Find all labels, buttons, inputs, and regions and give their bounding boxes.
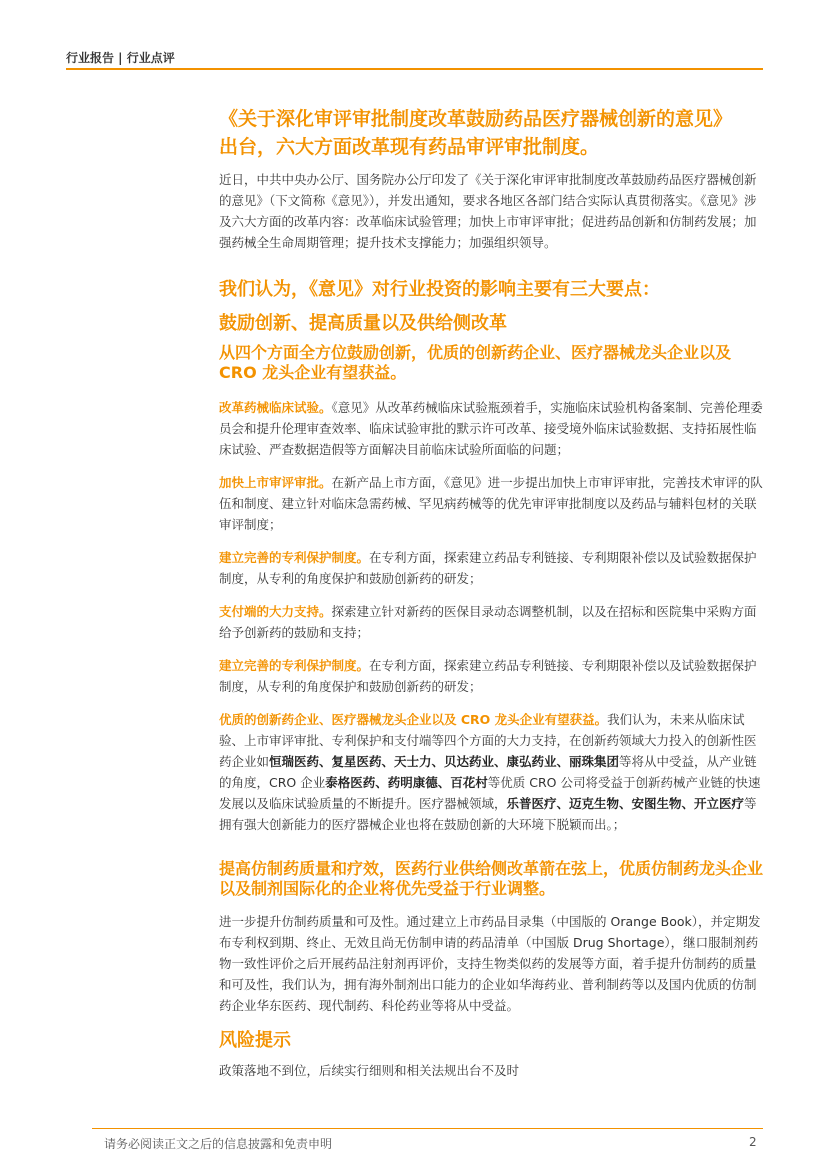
- lead-patent-protection: 建立完善的专利保护制度。: [219, 550, 370, 565]
- page-number: 2: [749, 1135, 757, 1149]
- footer-disclaimer: 请务必阅读正文之后的信息披露和免责申明: [104, 1137, 333, 1151]
- lead-patent-protection-2: 建立完善的专利保护制度。: [219, 658, 370, 673]
- beneficiaries-text-g: 等拥有强大创新能力的医疗器械企业也将在鼓励创新的大环境下脱颖而出。；: [219, 796, 757, 832]
- section2-title: [219, 277, 764, 337]
- section1-title-line2: 出台，六大方面改革现有药品审评审批制度。: [219, 136, 600, 158]
- lead-payment-support: 支付端的大力支持。: [219, 604, 332, 619]
- paragraph-patent-protection: [219, 547, 764, 589]
- paragraph-fast-review: [219, 472, 764, 535]
- body-payment-support: 探索建立针对新药的医保目录动态调整机制，以及在招标和医院集中采购方面给予创新药的鼓励和支持；: [219, 604, 757, 640]
- footer-rule: [92, 1128, 763, 1129]
- lead-beneficiaries: 优质的创新药企业、医疗器械龙头企业以及 CRO 龙头企业有望获益。: [219, 712, 608, 727]
- risk-title: 风险提示: [219, 1030, 291, 1051]
- section1-title: [219, 105, 764, 161]
- section3-body: 进一步提升仿制药质量和可及性。通过建立上市药品目录集（中国版的 Orange Book），并定期发布专利权到期、终止、无效且尚无仿制申请的药品清单（中国版 Drug Shortage），继口服制剂药物一致性评价之后开展药品注射剂再评价，支持生物类似药的发展等方面，着手提升仿制药的质量和可及性，我们认为，拥有海外制剂出口能力的企业如华海药业、普利制药等以及国内优质的仿制药企业华东医药、现代制药、科伦药业等将从中受益。: [219, 914, 761, 1013]
- body-clinical-trials: 《意见》从改革药械临床试验瓶颈着手，实施临床试验机构备案制、完善伦理委员会和提升伦理审查效率、临床试验审批的默示许可改革、接受境外临床试验数据、支持拓展性临床试验、严查数据造假等方面解决目前临床试验所面临的问题；: [219, 400, 763, 457]
- body-fast-review: 在新产品上市方面，《意见》进一步提出加快上市审评审批，完善技术审评的队伍和制度、建立针对临床急需药械、罕见病药械等的优先审评审批制度以及药品与辅料包材的关联审评制度；: [219, 475, 763, 532]
- beneficiaries-text-e: 等优质 CRO 公司将受益于创新药械产业链的快速发展以及临床试验质量的不断提升。医疗器械领域，: [219, 775, 761, 811]
- section3-subheading: 提高仿制药质量和疗效，医药行业供给侧改革箭在弦上，优质仿制药龙头企业以及制剂国际化的企业将优先受益于行业调整。: [219, 859, 764, 898]
- innovative-companies: 恒瑞医药、复星医药、天士力、贝达药业、康弘药业、丽珠集团: [269, 754, 620, 769]
- section2-title-line2: 鼓励创新、提高质量以及供给侧改革: [219, 313, 507, 334]
- section1-title-line1: 《关于深化审评审批制度改革鼓励药品医疗器械创新的意见》: [219, 108, 733, 130]
- page-header: 行业报告 | 行业点评: [66, 51, 175, 65]
- lead-clinical-trials: 改革药械临床试验。: [219, 400, 332, 415]
- beneficiaries-text-c: 等将从中受益，从产业链的角度，CRO 企业: [219, 754, 757, 790]
- main-content: [219, 105, 764, 1093]
- paragraph-clinical-trials: [219, 397, 764, 460]
- beneficiaries-text-a: 我们认为，未来从临床试验、上市审评审批、专利保护和支付端等四个方面的大力支持，在创新药领域大力投入的创新性医药企业如: [219, 712, 757, 769]
- section2-subheading: 从四个方面全方位鼓励创新，优质的创新药企业、医疗器械龙头企业以及 CRO 龙头企业有望获益。: [219, 343, 732, 382]
- device-companies: 乐普医疗、迈克生物、安图生物、开立医疗: [506, 796, 745, 811]
- body-patent-protection-2: 在专利方面，探索建立药品专利链接、专利期限补偿以及试验数据保护制度，从专利的角度保护和鼓励创新药的研发；: [219, 658, 757, 694]
- paragraph-payment-support: [219, 601, 764, 643]
- body-patent-protection: 在专利方面，探索建立药品专利链接、专利期限补偿以及试验数据保护制度，从专利的角度保护和鼓励创新药的研发；: [219, 550, 757, 586]
- header-rule: [66, 68, 763, 70]
- paragraph-patent-protection-2: [219, 655, 764, 697]
- paragraph-beneficiaries: [219, 709, 764, 835]
- lead-fast-review: 加快上市审评审批。: [219, 475, 332, 490]
- section2-title-line1: 我们认为，《意见》对行业投资的影响主要有三大要点：: [219, 279, 660, 300]
- risk-body: 政策落地不到位，后续实行细则和相关法规出台不及时: [219, 1063, 520, 1078]
- cro-companies: 泰格医药、药明康德、百花村: [325, 775, 488, 790]
- section1-body: 近日，中共中央办公厅、国务院办公厅印发了《关于深化审评审批制度改革鼓励药品医疗器械创新的意见》（下文简称《意见》），并发出通知，要求各地区各部门结合实际认真贯彻落实。《意见》涉及六大方面的改革内容：改革临床试验管理；加快上市审评审批；促进药品创新和仿制药发展；加强药械全生命周期管理；提升技术支撑能力；加强组织领导。: [219, 172, 757, 250]
